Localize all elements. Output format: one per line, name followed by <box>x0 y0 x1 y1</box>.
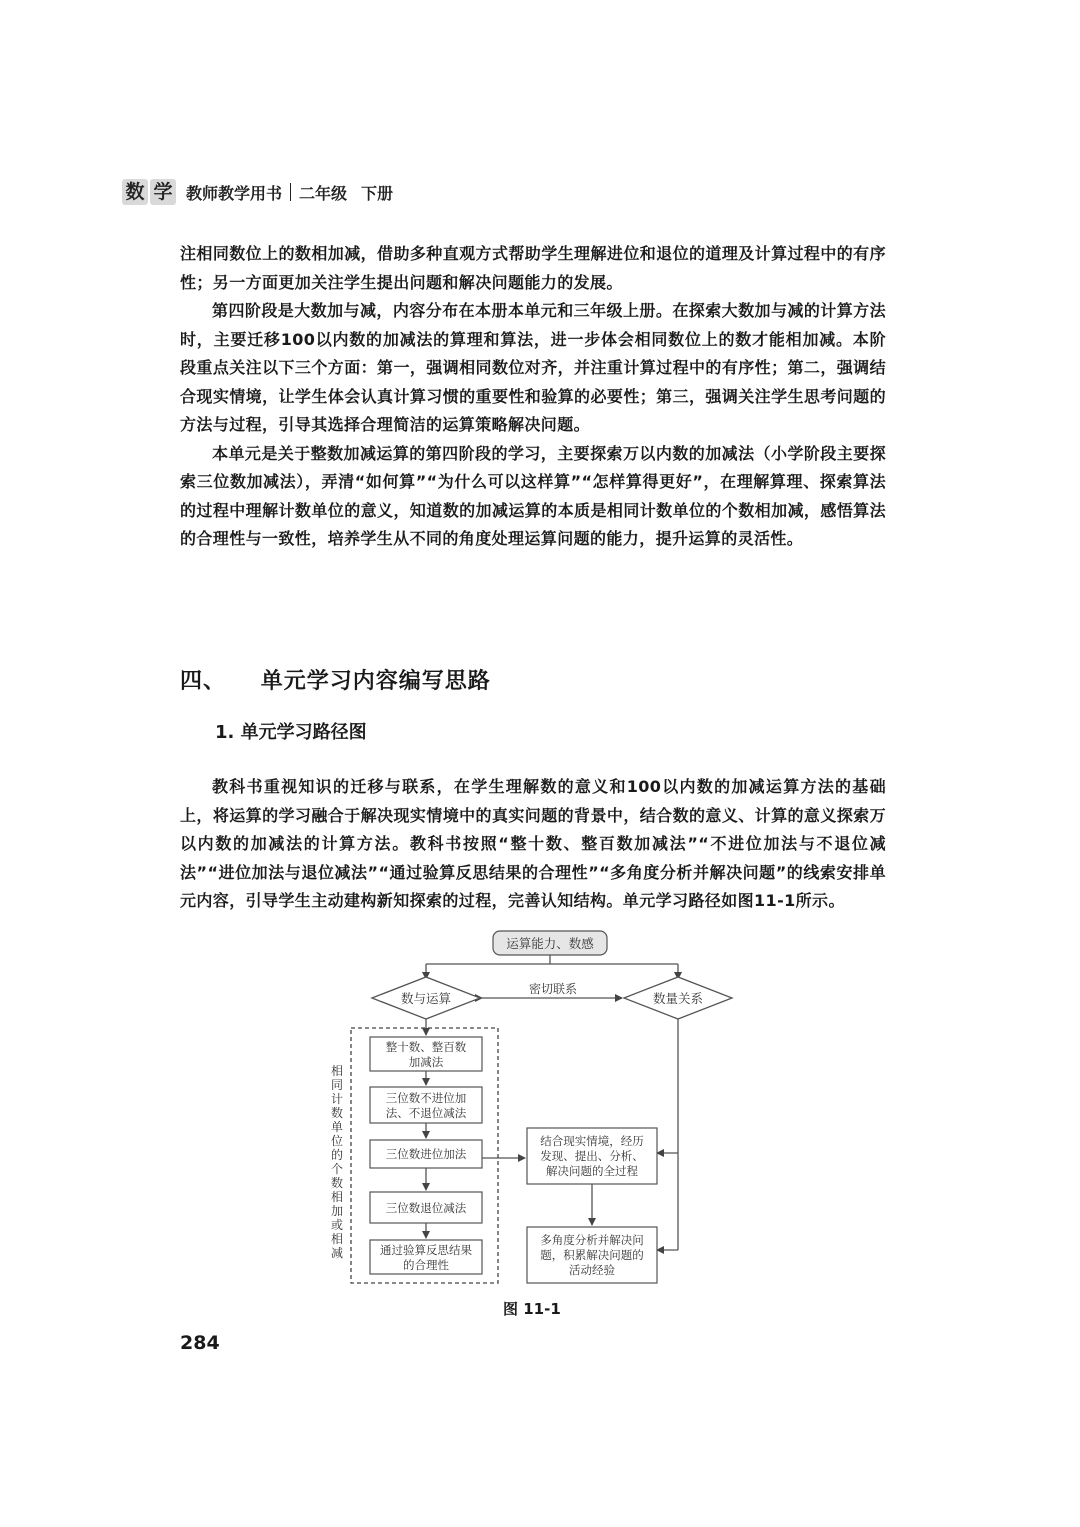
left-box-1-line-2: 加减法 <box>408 1055 444 1069</box>
paragraph-stage-four: 第四阶段是大数加与减，内容分布在本册本单元和三年级上册。在探索大数加与减的计算方法时，主要迁移100以内数的加减法的算理和算法，进一步体会相同数位上的数才能相加减。本阶段重点关注以下三个方面：第一，强调相同数位对齐，并注重计算过程中的有序性；第二，强调结合现实情境，让学生体会认真计算习惯的重要性和验算的必要性；第三，强调关注学生思考问题的方法与过程，引导其选择合理简洁的运算策略解决问题。 <box>180 301 886 434</box>
side-label-char: 减 <box>330 1246 344 1260</box>
left-box-2-line-1: 三位数不进位加 <box>385 1091 467 1105</box>
volume-label: 下册 <box>361 183 394 203</box>
right-box-2-line-3: 活动经验 <box>569 1263 615 1277</box>
side-label-char: 相 <box>330 1190 344 1204</box>
section-number: 四、 <box>180 669 227 694</box>
body-text-block-1 <box>180 240 886 554</box>
diamond-right-label: 数量关系 <box>652 991 704 1006</box>
section-heading <box>180 664 491 695</box>
right-box-1-line-3: 解决问题的全过程 <box>546 1164 638 1178</box>
right-box-1-line-2: 发现、提出、分析、 <box>540 1149 644 1163</box>
right-box-2-line-2: 题，积累解决问题的 <box>540 1248 644 1262</box>
section-title: 单元学习内容编写思路 <box>260 669 491 694</box>
side-label-char: 计 <box>330 1092 344 1106</box>
side-label-char: 相 <box>330 1232 344 1246</box>
left-box-4-line-1: 三位数退位减法 <box>385 1201 467 1215</box>
body-text-block-2 <box>180 773 886 916</box>
logo-char-1: 数 <box>122 179 148 205</box>
figure-caption: 图 11-1 <box>503 1300 561 1318</box>
side-label-char: 相 <box>330 1064 344 1078</box>
subject-logo <box>122 179 176 205</box>
side-label-char: 同 <box>330 1078 344 1092</box>
learning-path-diagram <box>320 925 740 1290</box>
logo-char-2: 学 <box>150 179 176 205</box>
page-number: 284 <box>180 1332 220 1354</box>
side-label-char: 加 <box>330 1204 344 1218</box>
subsection-heading: 1. 单元学习路径图 <box>215 722 367 743</box>
paragraph-continued: 注相同数位上的数相加减，借助多种直观方式帮助学生理解进位和退位的道理及计算过程中的有序性；另一方面更加关注学生提出问题和解决问题能力的发展。 <box>180 244 886 292</box>
left-box-3-line-1: 三位数进位加法 <box>385 1147 467 1161</box>
side-label-char: 单 <box>330 1120 344 1134</box>
side-label-char: 数 <box>330 1106 344 1120</box>
running-header <box>122 172 393 212</box>
diamond-left-label: 数与运算 <box>400 991 452 1006</box>
paragraph-learning-path: 教科书重视知识的迁移与联系，在学生理解数的意义和100以内数的加减运算方法的基础上，将运算的学习融合于解决现实情境中的真实问题的背景中，结合数的意义、计算的意义探索万以内数的加减法的计算方法。教科书按照“整十数、整百数加减法”“不进位加法与不退位减法”“进位加法与退位减法”“通过验算反思结果的合理性”“多角度分析并解决问题”的线索安排单元内容，引导学生主动建构新知探索的过程，完善认知结构。单元学习路径如图11-1所示。 <box>180 777 886 910</box>
link-label: 密切联系 <box>528 982 578 996</box>
side-label-char: 数 <box>330 1176 344 1190</box>
side-label-char: 的 <box>330 1148 344 1162</box>
side-vertical-label <box>331 1063 343 1260</box>
side-label-char: 个 <box>330 1162 344 1176</box>
side-label-char: 或 <box>330 1218 344 1232</box>
header-divider <box>290 183 291 201</box>
left-box-1-line-1: 整十数、整百数 <box>385 1040 467 1054</box>
book-title: 教师教学用书 <box>186 183 283 203</box>
left-box-2-line-2: 法、不退位减法 <box>385 1106 467 1120</box>
grade-label: 二年级 <box>299 183 348 203</box>
side-label-char: 位 <box>330 1134 344 1148</box>
top-box-label: 运算能力、数感 <box>506 936 594 951</box>
right-box-1-line-1: 结合现实情境，经历 <box>540 1134 644 1148</box>
left-box-5-line-2: 的合理性 <box>403 1258 449 1272</box>
paragraph-unit-summary: 本单元是关于整数加减运算的第四阶段的学习，主要探索万以内数的加减法（小学阶段主要探索三位数加减法），弄清“如何算”“为什么可以这样算”“怎样算得更好”，在理解算理、探索算法的过程中理解计数单位的意义，知道数的加减运算的本质是相同计数单位的个数相加减，感悟算法的合理性与一致性，培养学生从不同的角度处理运算问题的能力，提升运算的灵活性。 <box>180 443 886 548</box>
left-box-5-line-1: 通过验算反思结果 <box>380 1243 472 1257</box>
right-box-2-line-1: 多角度分析并解决问 <box>540 1233 644 1247</box>
